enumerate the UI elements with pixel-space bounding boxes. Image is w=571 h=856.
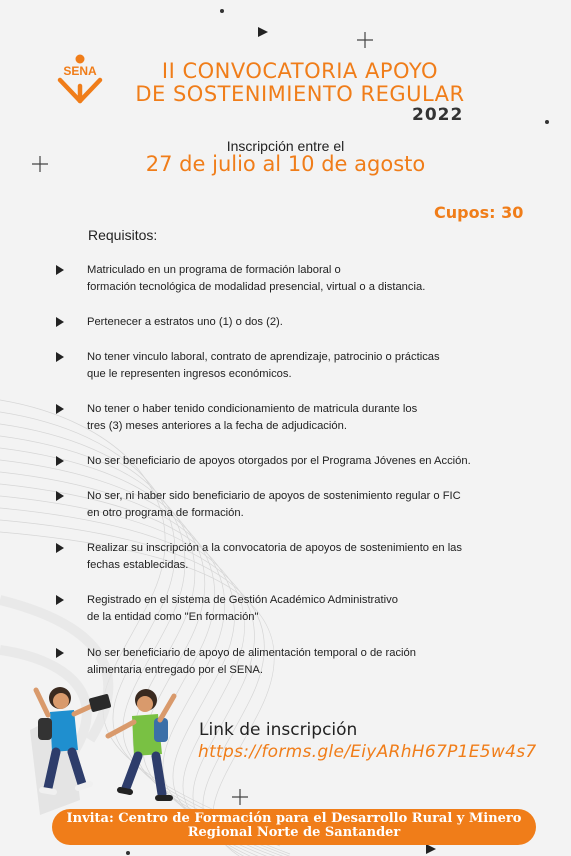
triangle-bullet-icon [56, 595, 64, 605]
requirement-line-2: formación tecnológica de modalidad presencial, virtual o a distancia. [87, 281, 426, 293]
list-item [56, 314, 526, 331]
requirement-line-1: Registrado en el sistema de Gestión Académico Administrativo [87, 594, 398, 606]
requirement-line-1: Pertenecer a estratos uno (1) o dos (2). [87, 316, 283, 328]
triangle-bullet-icon [56, 491, 64, 501]
requirement-line-1: No ser beneficiario de apoyo de alimentación temporal o de ración [87, 647, 416, 659]
list-item [56, 540, 526, 574]
triangle-bullet-icon [56, 404, 64, 414]
list-item [56, 453, 526, 470]
triangle-bullet-icon [56, 456, 64, 466]
registration-link[interactable]: https://forms.gle/EiyARhH67P1E5w4s7 [198, 742, 537, 762]
inscription-label: Inscripción entre el [226, 138, 345, 154]
list-item [56, 488, 526, 522]
requirement-line-1: Matriculado en un programa de formación laboral o [87, 264, 341, 276]
triangle-bullet-icon [56, 317, 64, 327]
dot-icon [220, 9, 224, 13]
list-item [56, 349, 526, 383]
triangle-decoration-icon [426, 844, 436, 854]
requirement-line-2: tres (3) meses anteriores a la fecha de adjudicación. [87, 420, 347, 432]
triangle-bullet-icon [56, 265, 64, 275]
link-label: Link de inscripción [199, 720, 358, 740]
triangle-decoration-icon [258, 27, 268, 37]
banner-line-1: Invita: Centro de Formación para el Desarrollo Rural y Minero [66, 811, 522, 826]
requirement-line-2: que le representen ingresos económicos. [87, 368, 292, 380]
requirement-line-1: No tener o haber tenido condicionamiento de matricula durante los [87, 403, 418, 415]
page-title [120, 60, 480, 106]
plus-sign-icon [232, 789, 248, 805]
plus-sign-icon [357, 32, 373, 48]
title-year: 2022 [412, 105, 464, 125]
people-illustration [30, 670, 190, 820]
triangle-bullet-icon [56, 543, 64, 553]
title-line-2: DE SOSTENIMIENTO REGULAR [135, 82, 465, 106]
triangle-bullet-icon [56, 648, 64, 658]
requirement-line-2: alimentaria entregado por el SENA. [87, 664, 263, 676]
banner-line-2: Regional Norte de Santander [187, 825, 401, 840]
requirement-line-1: No ser, ni haber sido beneficiario de apoyos de sostenimiento regular o FIC [87, 490, 461, 502]
sena-logo [52, 54, 108, 104]
requirement-line-2: en otro programa de formación. [87, 507, 244, 519]
list-item [56, 592, 526, 626]
requirement-line-1: Realizar su inscripción a la convocatoria de apoyos de sostenimiento en las [87, 542, 462, 554]
dot-icon [126, 851, 130, 855]
requirement-line-2: de la entidad como "En formación" [87, 611, 259, 623]
triangle-bullet-icon [56, 352, 64, 362]
requirement-line-1: No tener vinculo laboral, contrato de aprendizaje, patrocinio o prácticas [87, 351, 440, 363]
dot-icon [545, 120, 549, 124]
invite-banner [52, 809, 536, 845]
requirement-line-2: fechas establecidas. [87, 559, 189, 571]
requirements-heading: Requisitos: [88, 227, 158, 243]
list-item [56, 262, 526, 296]
requirement-line-1: No ser beneficiario de apoyos otorgados por el Programa Jóvenes en Acción. [87, 455, 471, 467]
cupos-count: Cupos: 30 [434, 203, 524, 222]
inscription-dates: 27 de julio al 10 de agosto [145, 152, 426, 176]
sena-logo-text: SENA [63, 64, 97, 78]
list-item [56, 401, 526, 435]
title-line-1: II CONVOCATORIA APOYO [161, 59, 439, 83]
